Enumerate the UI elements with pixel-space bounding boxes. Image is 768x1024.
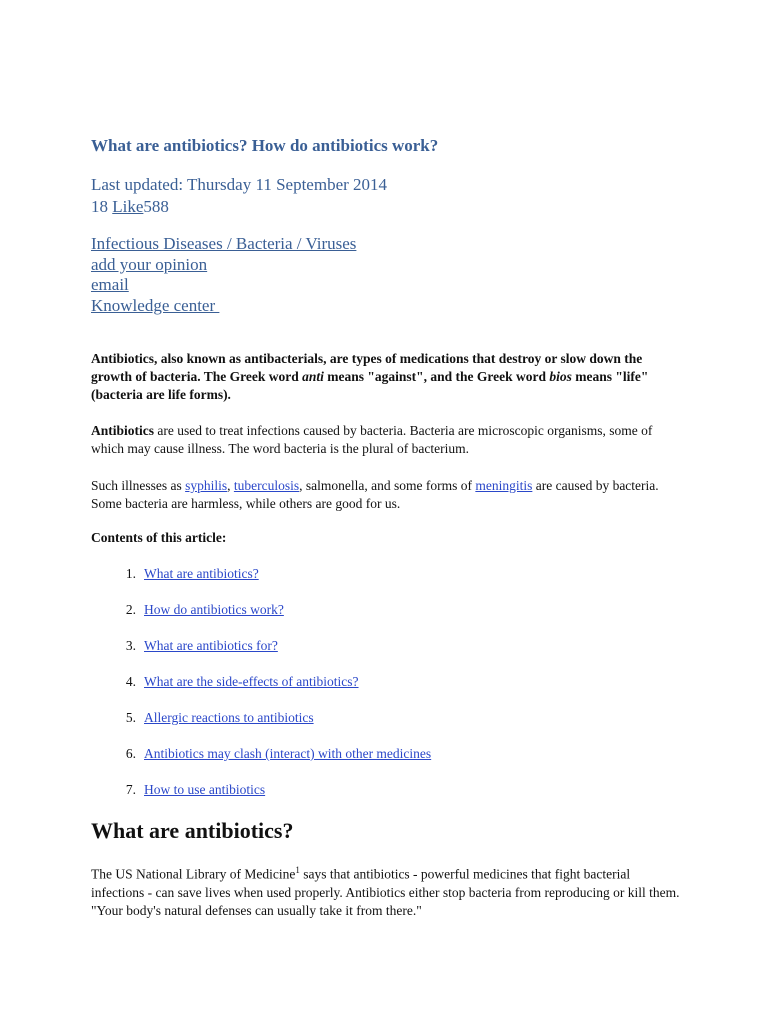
section-heading: What are antibiotics?: [91, 818, 294, 843]
nlm-paragraph: [91, 861, 681, 920]
toc-number: 3.: [125, 638, 136, 653]
tuberculosis-link[interactable]: tuberculosis: [233, 478, 300, 493]
category-link[interactable]: Infectious Diseases / Bacteria / Viruses: [91, 234, 357, 253]
toc-item: [91, 782, 265, 798]
header-links: [91, 234, 356, 317]
toc-link-what-are-antibiotics-for[interactable]: What are antibiotics for?: [144, 638, 278, 653]
add-opinion-link[interactable]: add your opinion: [91, 254, 208, 274]
like-link[interactable]: Like: [112, 197, 144, 216]
paragraph-text: are used to treat infections caused by bacteria. Bacteria are microscopic organisms, some of which may cause illness. The word bacteria is the plural of bacterium.: [91, 423, 653, 456]
toc-item: [91, 710, 314, 726]
toc-link-how-do-antibiotics-work[interactable]: How do antibiotics work?: [144, 602, 284, 617]
syphilis-link[interactable]: syphilis: [185, 478, 228, 493]
toc-number: 1.: [125, 566, 136, 581]
toc-link-what-are-antibiotics[interactable]: What are antibiotics?: [144, 566, 259, 581]
article-title: What are antibiotics? How do antibiotics work?: [91, 136, 439, 155]
toc-item: [91, 674, 359, 690]
antibiotics-term: Antibiotics: [91, 423, 155, 438]
intro-text: Antibiotics, also known as antibacterials, are types of medications that destroy or slow down the growth of bacteria. The Greek word: [91, 351, 643, 384]
toc-number: 2.: [125, 602, 136, 617]
social-counts: [91, 197, 169, 217]
toc-number: 7.: [125, 782, 136, 797]
toc-number: 4.: [125, 674, 136, 689]
toc-item: [91, 566, 259, 582]
definition-paragraph: [91, 422, 681, 458]
paragraph-text: , salmonella, and some forms of: [299, 478, 476, 493]
toc-link-how-to-use[interactable]: How to use antibiotics: [144, 782, 266, 797]
paragraph-text: The US National Library of Medicine: [91, 866, 296, 882]
paragraph-text: ,: [227, 478, 234, 493]
intro-text: means "against", and the Greek word: [323, 369, 550, 384]
illnesses-paragraph: [91, 477, 681, 513]
paragraph-text: Such illnesses as: [91, 478, 186, 493]
toc-item: [91, 602, 284, 618]
contents-label: Contents of this article:: [91, 530, 227, 545]
like-count: 588: [143, 197, 169, 216]
paragraph-text: says that antibiotics - powerful medicines that fight bacterial infections - can save lives when used properly. Antibiotics either stop bacteria from reproducing or kill them. "Your body's natural defenses can usually take it from there.": [91, 866, 680, 918]
toc-link-side-effects[interactable]: What are the side-effects of antibiotics?: [144, 674, 359, 689]
toc-number: 6.: [125, 746, 136, 761]
intro-paragraph: [91, 350, 681, 404]
footnote-ref: 1: [295, 865, 300, 875]
last-updated: Last updated: Thursday 11 September 2014: [91, 175, 388, 194]
email-link[interactable]: email: [91, 275, 129, 295]
meningitis-link[interactable]: meningitis: [475, 478, 533, 493]
share-count: 18: [91, 197, 108, 216]
toc-link-interactions[interactable]: Antibiotics may clash (interact) with other medicines: [144, 746, 432, 761]
intro-bios-term: bios: [549, 369, 572, 384]
toc-item: [91, 746, 431, 762]
toc-number: 5.: [125, 710, 136, 725]
intro-text: means "life" (bacteria are life forms).: [91, 369, 649, 402]
toc-item: [91, 638, 278, 654]
intro-anti-term: anti: [302, 369, 324, 384]
paragraph-text: are caused by bacteria. Some bacteria are harmless, while others are good for us.: [91, 478, 659, 511]
toc-link-allergic-reactions[interactable]: Allergic reactions to antibiotics: [144, 710, 314, 725]
knowledge-center-link[interactable]: Knowledge center: [91, 296, 220, 316]
